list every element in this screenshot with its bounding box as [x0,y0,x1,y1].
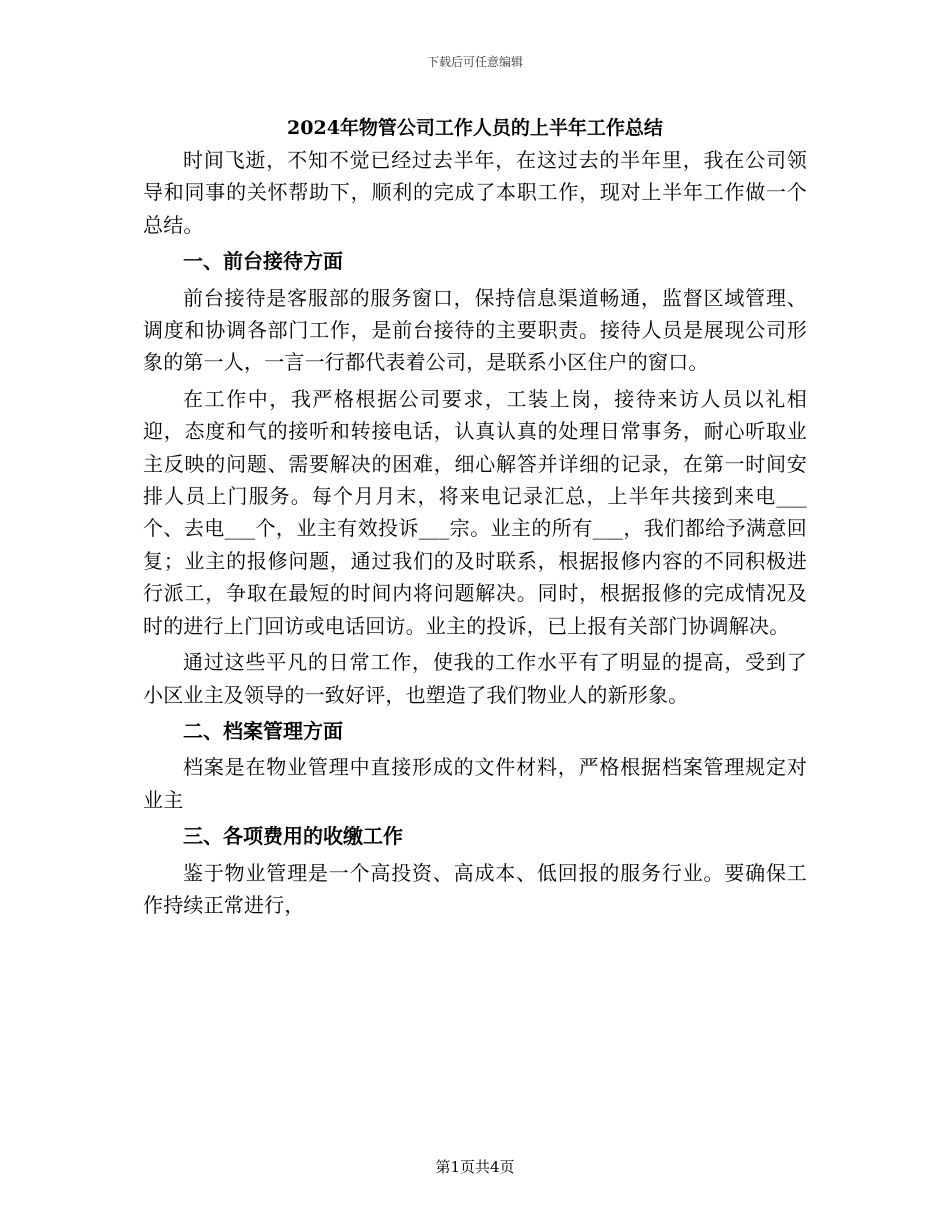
section-heading-archives: 二、档案管理方面 [183,718,343,743]
page-number: 第1页共4页 [435,1158,515,1176]
document-title: 2024年物管公司工作人员的上半年工作总结 [287,117,663,139]
paragraph-reception-work: 在工作中，我严格根据公司要求，工装上岗，接待来访人员以礼相迎，态度和气的接听和转接电话，认真认真的处理日常事务，耐心听取业主反映的问题、需要解决的困难，细心解答并详细的记录，在第一时间安排人员上门服务。每个月月末，将来电记录汇总，上半年共接到来电___个、去电___个，业主有效投诉___宗。业主的所有___，我们都给予满意回复；业主的报修问题，通过我们的及时联系，根据报修内容的不同积极进行派工，争取在最短的时间内将问题解决。同时，根据报修的完成情况及时的进行上门回访或电话回访。业主的投诉，已上报有关部门协调解决。 [143,386,807,638]
document-body [143,112,807,921]
download-note: 下载后可任意编辑 [426,55,523,69]
section-heading-fees: 三、各项费用的收缴工作 [183,824,403,849]
paragraph-intro: 时间飞逝，不知不觉已经过去半年，在这过去的半年里，我在公司领导和同事的关怀帮助下，顺利的完成了本职工作，现对上半年工作做一个总结。 [143,148,807,237]
paragraph-reception-role: 前台接待是客服部的服务窗口，保持信息渠道畅通，监督区域管理、调度和协调各部门工作，是前台接待的主要职责。接待人员是展现公司形象的第一人，一言一行都代表着公司，是联系小区住户的窗口。 [143,285,807,375]
paragraph-fees: 鉴于物业管理是一个高投资、高成本、低回报的服务行业。要确保工作持续正常进行， [143,860,807,917]
paragraph-archives: 档案是在物业管理中直接形成的文件材料，严格根据档案管理规定对业主 [143,755,807,812]
paragraph-reception-result: 通过这些平凡的日常工作，使我的工作水平有了明显的提高，受到了小区业主及领导的一致好评，也塑造了我们物业人的新形象。 [143,650,807,707]
section-heading-reception: 一、前台接待方面 [183,249,343,274]
